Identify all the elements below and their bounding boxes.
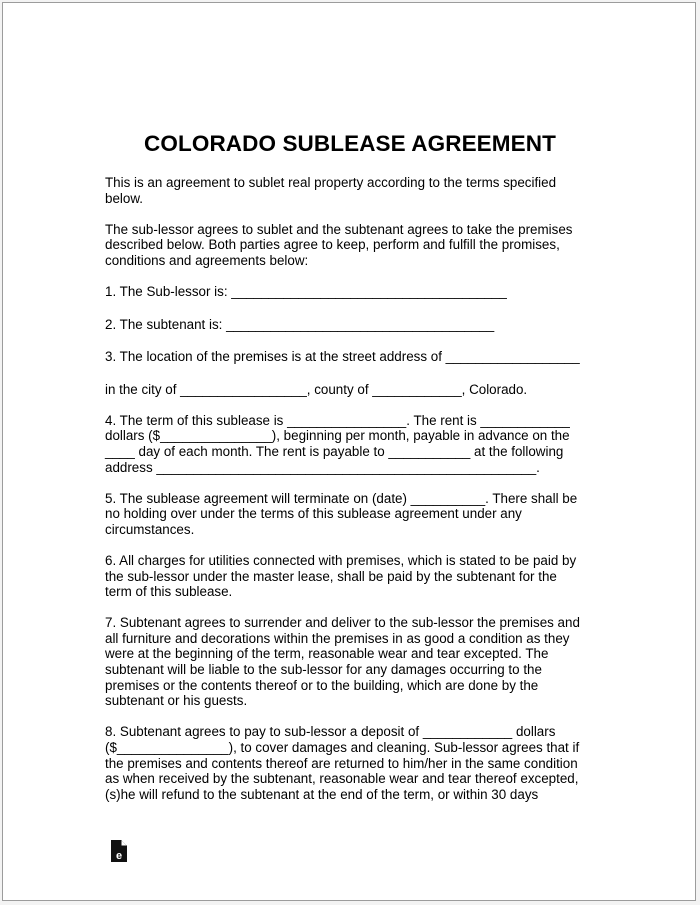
eforms-logo-icon [110, 839, 128, 863]
clause-subtenant: 2. The subtenant is: ____________________________________ [105, 316, 495, 332]
clause-surrender: 7. Subtenant agrees to surrender and deliver to the sub-lessor the premises and all furniture and decorations within the premises in as good a condition as they were at the beginning of the term, reasonable wear and tear excepted. The subtenant will be liable to the sub-lessor for any damages occurring to the premises or the contents thereof or to the building, which are done by the subtenant or his guests. [105, 615, 580, 709]
clause-utilities: 6. All charges for utilities connected with premises, which is stated to be paid by the sub-lessor under the master lease, shall be paid by the subtenant for the term of this sublease. [105, 553, 577, 600]
clause-term-rent: 4. The term of this sublease is ________________. The rent is ____________ dollars ($_______________), beginning per month, payable in advance on the ____ day of each month. The rent is payable to ___________ at the following address ___________________________________________________. [105, 412, 570, 475]
paragraph-intro: This is an agreement to sublet real property according to the terms specified below. [105, 175, 557, 206]
clause-deposit: 8. Subtenant agrees to pay to sub-lessor a deposit of ____________ dollars ($_______________), to cover damages and cleaning. Sub-lessor agrees that if the premises and contents thereof are returned to him/her in the same condition as when received by the subtenant, reasonable wear and tear thereof excepted, (s)he will refund to the subtenant at the end of the term, or within 30 days [105, 724, 580, 802]
document-page [2, 2, 696, 901]
clause-location: 3. The location of the premises is at the street address of __________________ [105, 349, 580, 365]
paragraph-agreement: The sub-lessor agrees to sublet and the subtenant agrees to take the premises described below. Both parties agree to keep, perform and fulfill the promises, conditions and agreements below: [105, 221, 573, 268]
clause-sub-lessor: 1. The Sub-lessor is: _____________________________________ [105, 283, 507, 299]
document-body [105, 175, 605, 818]
clause-city-county: in the city of _________________, county of ____________, Colorado. [105, 381, 528, 397]
svg-text:e: e [115, 850, 123, 862]
clause-termination: 5. The sublease agreement will terminate on (date) __________. There shall be no holding over under the terms of this sublease agreement under any circumstances. [105, 490, 578, 537]
document-title: COLORADO SUBLEASE AGREEMENT [144, 131, 556, 156]
